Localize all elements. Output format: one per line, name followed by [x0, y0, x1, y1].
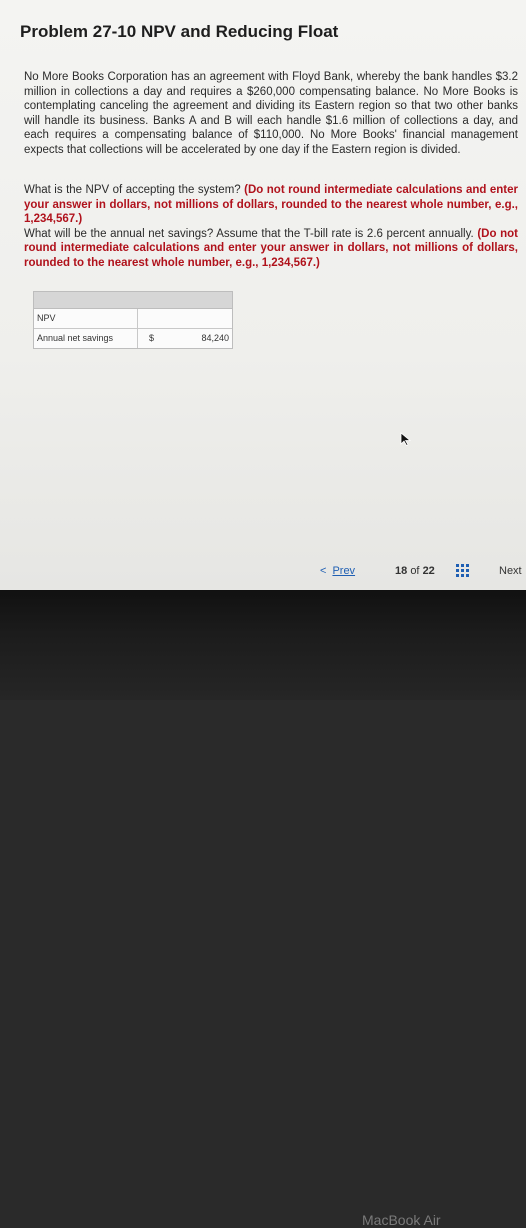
prev-label: Prev [332, 565, 356, 577]
laptop-bezel [0, 590, 526, 1228]
column-divider [137, 309, 138, 328]
table-row-npv [34, 309, 232, 329]
page-total: 22 [422, 565, 435, 577]
chevron-left-icon: < [320, 565, 327, 577]
screen [0, 0, 526, 590]
answer-table-header [34, 292, 232, 309]
question-npv: What is the NPV of accepting the system? [24, 184, 241, 196]
annual-net-savings-input[interactable]: 84,240 [201, 333, 229, 343]
npv-label: NPV [37, 313, 56, 323]
annual-net-savings-currency: $ [149, 333, 155, 343]
grid-icon[interactable] [456, 564, 470, 578]
answer-table [33, 291, 233, 349]
prev-button[interactable] [320, 565, 355, 577]
question-savings: What will be the annual net savings? Assume that the T-bill rate is 2.6 percent annually. [24, 227, 474, 240]
page-indicator [395, 565, 435, 577]
page-current: 18 [395, 565, 408, 577]
annual-net-savings-label: Annual net savings [37, 333, 114, 343]
mouse-cursor-icon [400, 432, 412, 446]
problem-text: No More Books Corporation has an agreement with Floyd Bank, whereby the bank handles $3.2 million in collections a day and requires a $260,000 compensating balance. No More Books is contemplating canceling the agreement and dividing its Eastern region so that two other banks will handle its business. Banks A and B will each handle $1.6 million of collections a day, and each requires a compensating balance of $110,000. No More Books' financial management expects that collections will be accelerated by one day if the Eastern region is divided. [24, 71, 518, 156]
questions-block [24, 183, 518, 270]
instruction-npv: (Do not round intermediate calculations and enter your answer in dollars, not millions of dollars, rounded to the nearest whole number, e.g., 1,234,567.) [24, 184, 518, 225]
page-of: of [410, 565, 420, 577]
column-divider [137, 329, 138, 348]
next-button[interactable]: Next [499, 565, 522, 577]
table-row-annual-net-savings [34, 329, 232, 348]
instruction-savings: (Do not round intermediate calculations and enter your answer in dollars, not millions of dollars, rounded to the nearest whole number, e.g., 1,234,567.) [24, 227, 519, 269]
laptop-brand-label: MacBook Air [362, 1212, 441, 1228]
page-title: Problem 27-10 NPV and Reducing Float [20, 22, 339, 41]
